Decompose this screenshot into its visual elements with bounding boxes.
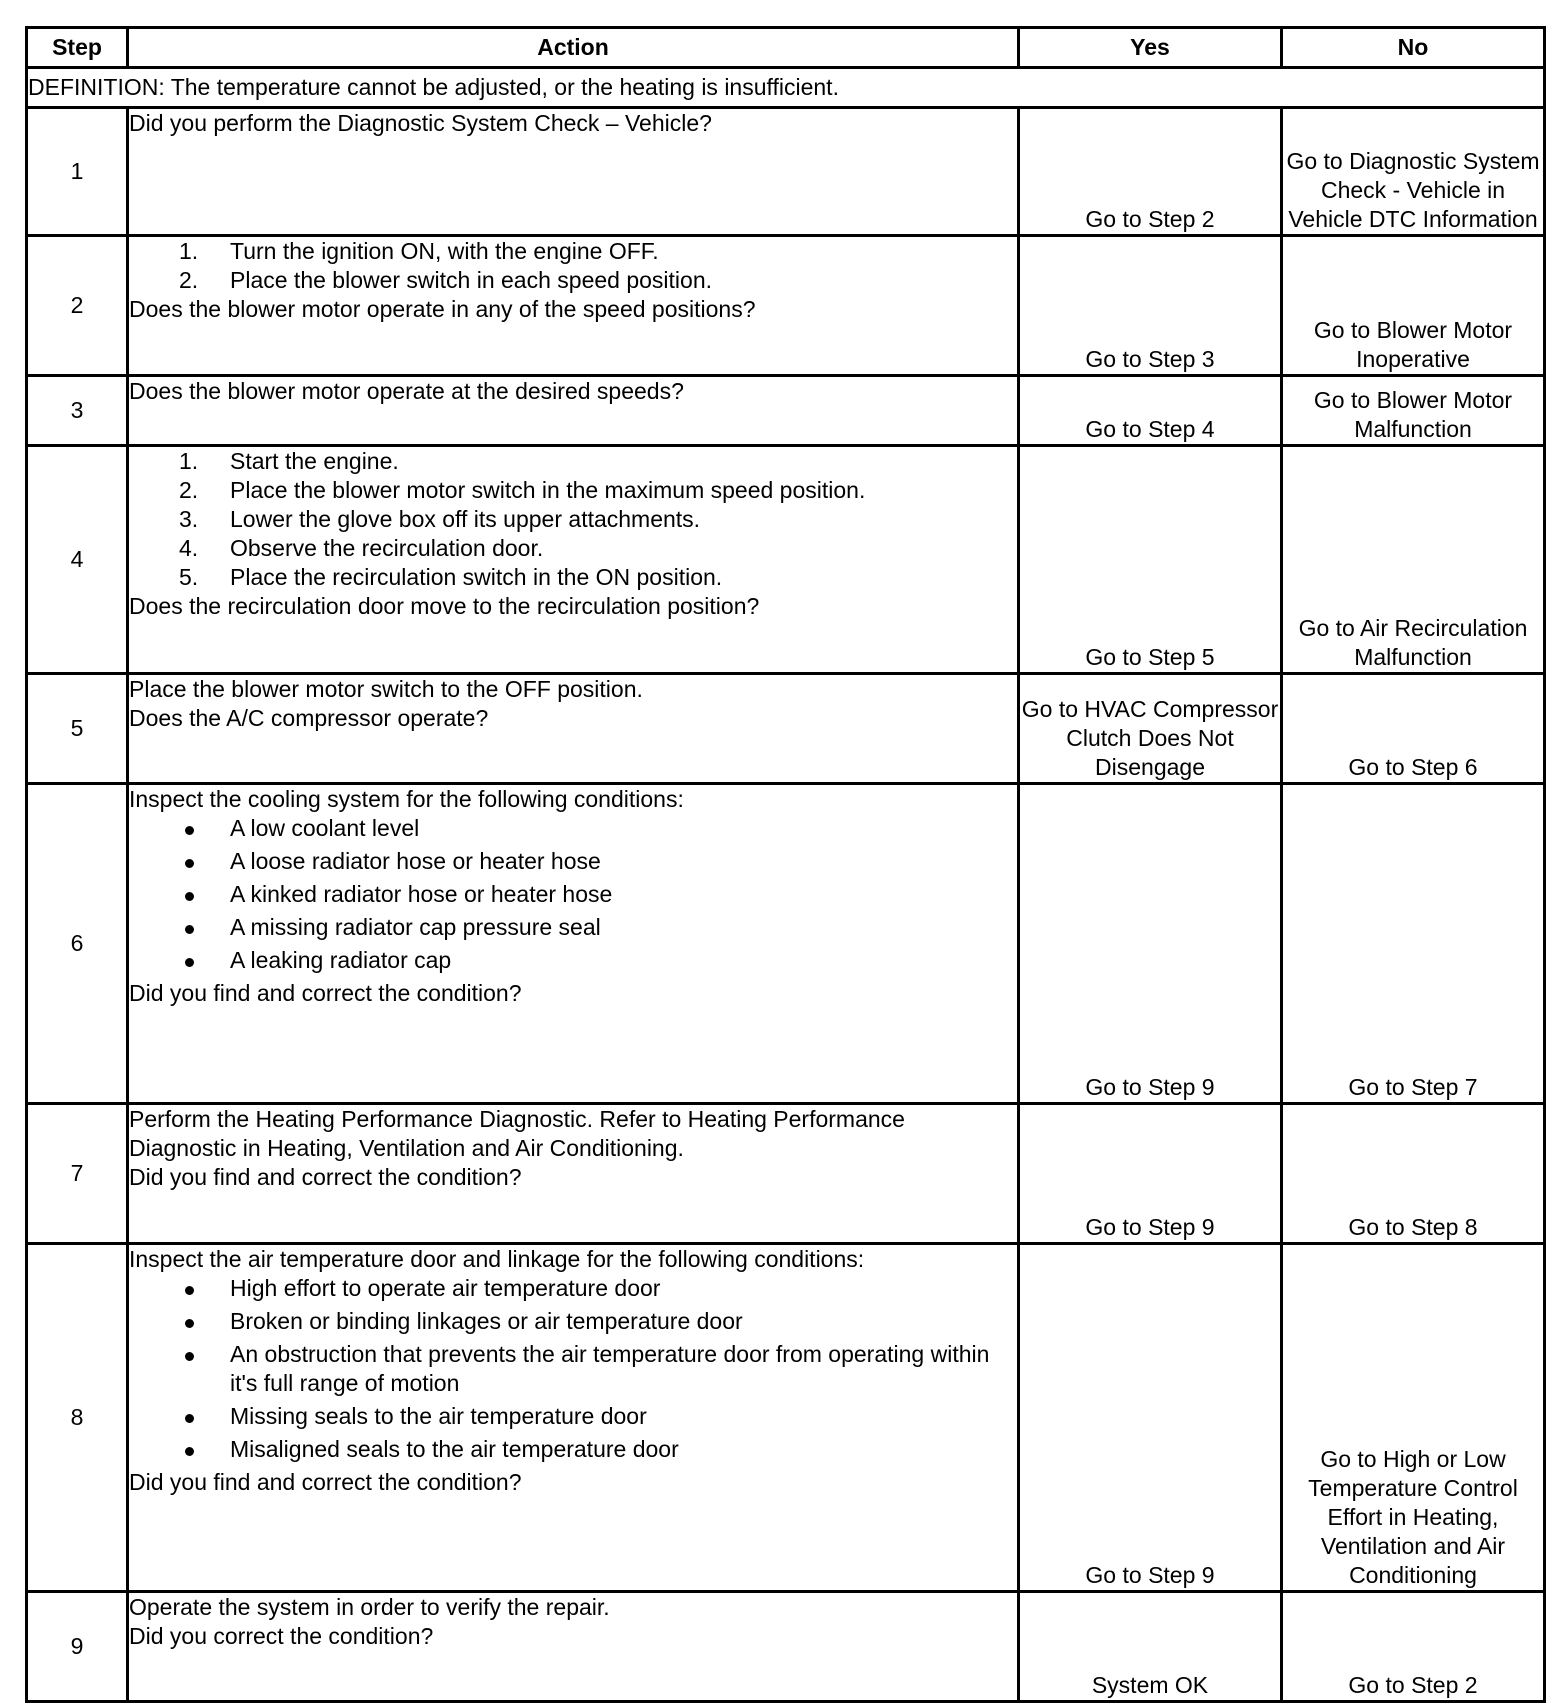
list-item-text: Lower the glove box off its upper attachments. xyxy=(230,506,701,532)
no-outcome: Go to Step 2 xyxy=(1282,1592,1545,1702)
action-question: Did you find and correct the condition? xyxy=(129,980,522,1006)
no-outcome: Go to Diagnostic System Check - Vehicle in Vehicle DTC Information xyxy=(1282,108,1545,236)
action-cell xyxy=(128,376,1019,446)
list-item xyxy=(129,1307,1017,1336)
list-item-text: Place the blower motor switch in the maximum speed position. xyxy=(230,477,866,503)
no-outcome: Go to Step 7 xyxy=(1282,784,1545,1104)
action-intro: Place the blower motor switch to the OFF position. xyxy=(129,676,643,702)
definition-text: DEFINITION: The temperature cannot be adjusted, or the heating is insufficient. xyxy=(27,68,1545,108)
step-number: 2 xyxy=(27,236,128,376)
table-row xyxy=(27,674,1545,784)
yes-outcome: Go to HVAC Compressor Clutch Does Not Disengage xyxy=(1019,674,1282,784)
yes-outcome: Go to Step 2 xyxy=(1019,108,1282,236)
list-item-text: A low coolant level xyxy=(230,815,420,841)
action-intro: Did you perform the Diagnostic System Check – Vehicle? xyxy=(129,110,712,136)
action-cell xyxy=(128,1244,1019,1592)
no-outcome: Go to Air Recirculation Malfunction xyxy=(1282,446,1545,674)
no-outcome: Go to Blower Motor Malfunction xyxy=(1282,376,1545,446)
diagnostic-table xyxy=(25,26,1546,1703)
action-cell xyxy=(128,108,1019,236)
bullet-icon xyxy=(185,925,194,934)
step-number: 9 xyxy=(27,1592,128,1702)
list-item: 4. Observe the recirculation door. xyxy=(179,535,544,561)
list-item xyxy=(129,1402,1017,1431)
list-item: 3. Lower the glove box off its upper attachments. xyxy=(179,506,701,532)
header-step: Step xyxy=(27,28,128,68)
list-item xyxy=(129,1435,1017,1464)
list-item xyxy=(129,913,1017,942)
action-question: Did you correct the condition? xyxy=(129,1623,434,1649)
list-item: 1. Turn the ignition ON, with the engine OFF. xyxy=(179,238,659,264)
table-row xyxy=(27,1244,1545,1592)
header-action: Action xyxy=(128,28,1019,68)
list-item-text: A kinked radiator hose or heater hose xyxy=(230,881,613,907)
list-item xyxy=(129,847,1017,876)
yes-outcome: System OK xyxy=(1019,1592,1282,1702)
bullet-icon xyxy=(185,1352,194,1361)
action-question: Did you find and correct the condition? xyxy=(129,1164,522,1190)
bullet-icon xyxy=(185,859,194,868)
list-item-text: Turn the ignition ON, with the engine OFF. xyxy=(230,238,659,264)
list-item xyxy=(129,880,1017,909)
table-row xyxy=(27,1104,1545,1244)
list-item: 5. Place the recirculation switch in the ON position. xyxy=(179,564,723,590)
list-item: 1. Start the engine. xyxy=(179,448,399,474)
no-outcome: Go to Blower Motor Inoperative xyxy=(1282,236,1545,376)
action-intro: Inspect the cooling system for the following conditions: xyxy=(129,786,684,812)
no-outcome: Go to Step 8 xyxy=(1282,1104,1545,1244)
action-cell xyxy=(128,1592,1019,1702)
list-item-text: A loose radiator hose or heater hose xyxy=(230,848,601,874)
action-question: Does the blower motor operate in any of the speed positions? xyxy=(129,296,756,322)
yes-outcome: Go to Step 9 xyxy=(1019,1244,1282,1592)
table-row xyxy=(27,446,1545,674)
step-number: 1 xyxy=(27,108,128,236)
list-item-text: A leaking radiator cap xyxy=(230,947,452,973)
step-number: 4 xyxy=(27,446,128,674)
header-yes: Yes xyxy=(1019,28,1282,68)
no-outcome: Go to Step 6 xyxy=(1282,674,1545,784)
action-cell xyxy=(128,784,1019,1104)
no-outcome: Go to High or Low Temperature Control Effort in Heating, Ventilation and Air Conditioning xyxy=(1282,1244,1545,1592)
header-no: No xyxy=(1282,28,1545,68)
action-question: Did you find and correct the condition? xyxy=(129,1469,522,1495)
list-item-text: Broken or binding linkages or air temperature door xyxy=(230,1308,743,1334)
list-item xyxy=(129,1274,1017,1303)
list-item-text: Start the engine. xyxy=(230,448,399,474)
action-cell xyxy=(128,1104,1019,1244)
list-item-text: Place the recirculation switch in the ON position. xyxy=(230,564,723,590)
yes-outcome: Go to Step 9 xyxy=(1019,1104,1282,1244)
action-intro: Perform the Heating Performance Diagnostic. Refer to Heating Performance Diagnostic in Heating, Ventilation and Air Conditioning. xyxy=(129,1106,905,1161)
yes-outcome: Go to Step 5 xyxy=(1019,446,1282,674)
numbered-list xyxy=(129,237,1017,295)
table-row xyxy=(27,376,1545,446)
table-row xyxy=(27,1592,1545,1702)
list-item xyxy=(129,946,1017,975)
list-item-text: Missing seals to the air temperature door xyxy=(230,1403,647,1429)
list-item: 2. Place the blower switch in each speed position. xyxy=(179,267,713,293)
step-number: 7 xyxy=(27,1104,128,1244)
yes-outcome: Go to Step 9 xyxy=(1019,784,1282,1104)
action-question: Does the A/C compressor operate? xyxy=(129,705,489,731)
bullet-list xyxy=(129,1274,1017,1468)
step-number: 3 xyxy=(27,376,128,446)
action-intro: Does the blower motor operate at the desired speeds? xyxy=(129,378,684,404)
table-row xyxy=(27,784,1545,1104)
step-number: 6 xyxy=(27,784,128,1104)
bullet-icon xyxy=(185,1286,194,1295)
numbered-list xyxy=(129,447,1017,592)
bullet-icon xyxy=(185,1447,194,1456)
list-item-text: A missing radiator cap pressure seal xyxy=(230,914,601,940)
action-intro: Inspect the air temperature door and linkage for the following conditions: xyxy=(129,1246,865,1272)
yes-outcome: Go to Step 4 xyxy=(1019,376,1282,446)
action-cell xyxy=(128,236,1019,376)
list-item-text: High effort to operate air temperature door xyxy=(230,1275,661,1301)
bullet-icon xyxy=(185,826,194,835)
action-question: Does the recirculation door move to the recirculation position? xyxy=(129,593,760,619)
definition-row xyxy=(27,68,1545,108)
bullet-icon xyxy=(185,1414,194,1423)
table-row xyxy=(27,108,1545,236)
list-item xyxy=(129,814,1017,843)
list-item-text: Place the blower switch in each speed position. xyxy=(230,267,713,293)
step-number: 5 xyxy=(27,674,128,784)
yes-outcome: Go to Step 3 xyxy=(1019,236,1282,376)
step-number: 8 xyxy=(27,1244,128,1592)
header-row xyxy=(27,28,1545,68)
action-cell xyxy=(128,446,1019,674)
list-item-text: Observe the recirculation door. xyxy=(230,535,544,561)
table-row xyxy=(27,236,1545,376)
action-cell xyxy=(128,674,1019,784)
list-item-text: An obstruction that prevents the air temperature door from operating within it's full range of motion xyxy=(230,1341,990,1396)
list-item: 2. Place the blower motor switch in the maximum speed position. xyxy=(179,477,866,503)
bullet-list xyxy=(129,814,1017,979)
action-intro: Operate the system in order to verify the repair. xyxy=(129,1594,610,1620)
bullet-icon xyxy=(185,958,194,967)
bullet-icon xyxy=(185,892,194,901)
list-item xyxy=(129,1340,1017,1398)
list-item-text: Misaligned seals to the air temperature door xyxy=(230,1436,679,1462)
bullet-icon xyxy=(185,1319,194,1328)
